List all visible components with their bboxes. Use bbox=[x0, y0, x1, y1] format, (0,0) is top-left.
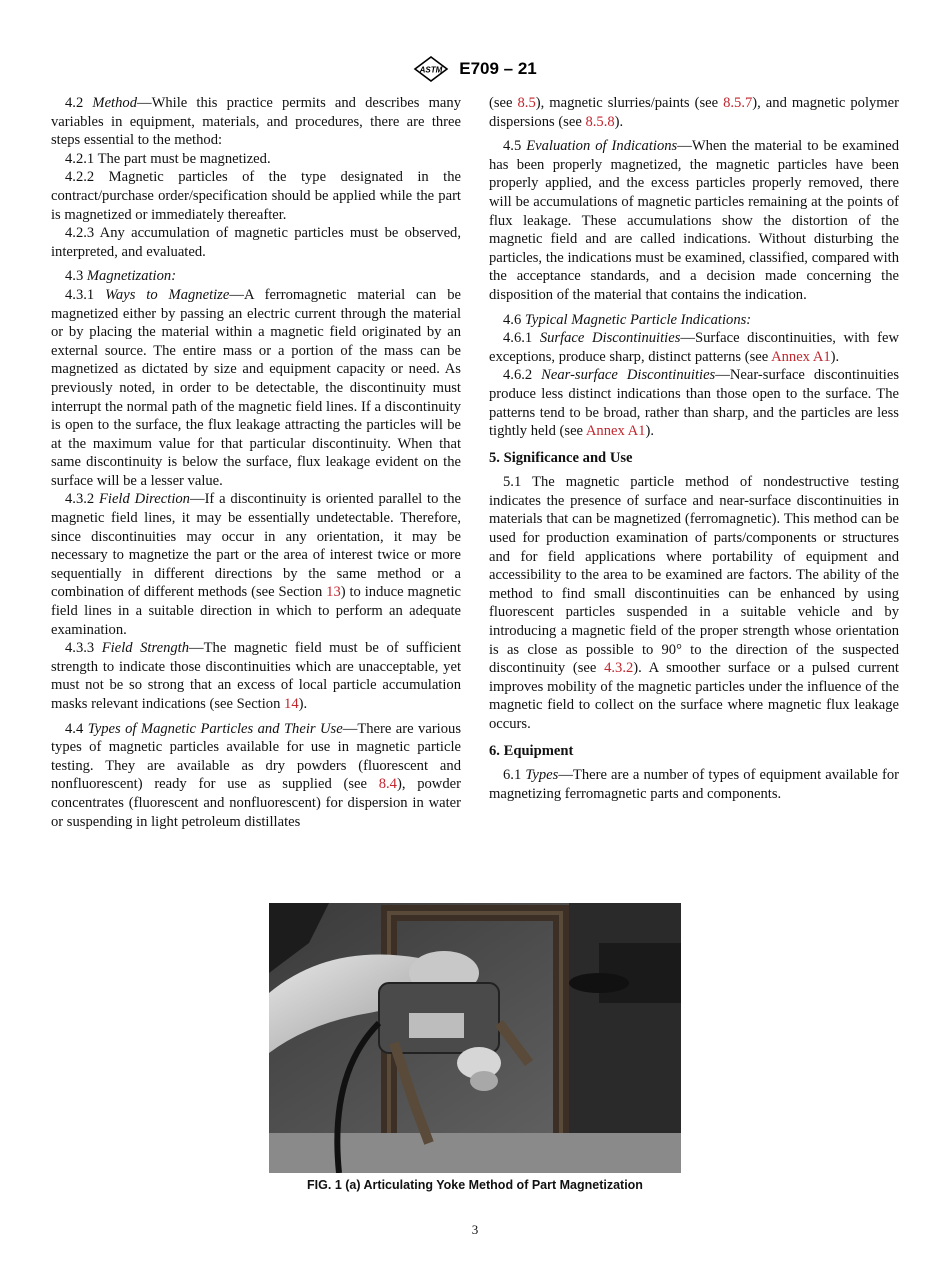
section-6-heading: 6. Equipment bbox=[489, 742, 574, 759]
figure-caption: FIG. 1 (a) Articulating Yoke Method of Part Magnetization bbox=[307, 1178, 643, 1192]
para-4-6-2: 4.6.2 Near-surface Discontinuities—Near-surface discontinuities produce less distinct indications than those open to the surface. The patterns tend to be broad, rather than sharp, and the particles are less tightly held (see Annex A1). bbox=[489, 367, 900, 440]
link-annex-a1[interactable]: Annex A1 bbox=[771, 348, 831, 365]
section-5-heading: 5. Significance and Use bbox=[489, 449, 633, 466]
right-column bbox=[489, 94, 899, 803]
page-header bbox=[0, 56, 950, 82]
link-annex-a1-2[interactable]: Annex A1 bbox=[585, 423, 646, 440]
designation: E709 – 21 bbox=[459, 59, 537, 78]
para-4-3-2: 4.3.2 Field Direction—If a discontinuity is oriented parallel to the magnetic field lines, it may be essentially undetectable. Therefore, since discontinuities may occur in any orientation, it may be necessary to magnetize the part or the area of interest twice or more sequentially in different directions by the same method or a combination of different methods (see Section 13) to induce magnetic field lines in a suitable direction in which to perform an adequate examination. bbox=[51, 491, 461, 638]
para-4-6: 4.6 Typical Magnetic Particle Indications: bbox=[503, 311, 752, 328]
para-4-3-1: 4.3.1 Ways to Magnetize—A ferromagnetic material can be magnetized either by passing an electric current through the material or by placing the material within a magnetic field originated by an external source. The entire mass or a portion of the mass can be magnetized as dictated by size and equipment capacity or need. As previously noted, in order to be detectable, the discontinuity must interrupt the normal path of the magnetic field lines. If a discontinuity is open to the surface, the flux leakage attracting the particles will be at the maximum value for that particular discontinuity. When that same discontinuity is below the surface, flux leakage evident on the surface will be a lesser value. bbox=[51, 286, 461, 489]
yoke-photo-illustration bbox=[269, 903, 681, 1173]
link-8-5-8[interactable]: 8.5.8 bbox=[585, 113, 615, 130]
para-4-3: 4.3 Magnetization: bbox=[65, 268, 177, 285]
para-6-1: 6.1 Types—There are a number of types of equipment available for magnetizing ferromagnetic parts and components. bbox=[489, 767, 900, 802]
link-section-13[interactable]: 13 bbox=[326, 584, 341, 601]
svg-text:ASTM: ASTM bbox=[419, 65, 443, 75]
link-8-5-7[interactable]: 8.5.7 bbox=[723, 95, 753, 111]
para-4-2-1: 4.2.1 The part must be magnetized. bbox=[65, 150, 271, 167]
para-4-5: 4.5 Evaluation of Indications—When the material to be examined has been properly magnetized, the magnetic particles have been properly applied, and the excess particles properly removed, there will be accumulations of magnetic particles remaining at the points of flux leakage. These accumulations show the distortion of the magnetic field and are called indications. Without disturbing the particles, the indications must be examined, classified, compared with the acceptance standards, and a decision made concerning the disposition of the material that contains the indication. bbox=[489, 138, 899, 303]
para-4-2-2: 4.2.2 Magnetic particles of the type designated in the contract/purchase order/specification should be applied while the part is magnetized or immediately thereafter. bbox=[51, 169, 461, 223]
para-4-2-3: 4.2.3 Any accumulation of magnetic particles must be observed, interpreted, and evaluated. bbox=[51, 225, 461, 260]
para-4-4-continued: (see 8.5), magnetic slurries/paints (see 8.5.7), and magnetic polymer dispersions (see 8.5.8). bbox=[489, 95, 899, 130]
left-column bbox=[51, 94, 461, 831]
page-number: 3 bbox=[471, 1222, 479, 1237]
para-4-4: 4.4 Types of Magnetic Particles and Their Use—There are various types of magnetic particles available for use in magnetic particle testing. They are available as dry powders (fluorescent and nonfluorescent) ready for use as supplied (see 8.4), powder concentrates (fluorescent and nonfluorescent) for dispersion in water or suspending in light petroleum distillates bbox=[51, 720, 462, 830]
astm-logo-icon bbox=[413, 56, 449, 82]
para-4-6-1: 4.6.1 Surface Discontinuities—Surface discontinuities, with few exceptions, produce sharp, distinct patterns (see Annex A1). bbox=[489, 330, 899, 365]
link-8-4[interactable]: 8.4 bbox=[378, 776, 397, 793]
figure-photo bbox=[269, 903, 681, 1173]
link-4-3-2[interactable]: 4.3.2 bbox=[604, 660, 634, 677]
link-section-14[interactable]: 14 bbox=[284, 696, 299, 712]
para-5-1: 5.1 The magnetic particle method of nondestructive testing indicates the presence of surface and near-surface discontinuities in materials that can be magnetized (ferromagnetic). This method can be used for production examination of parts/components or structures and for field applications where portability of equipment and accessibility to the area to be examined are factors. The ability of the method to find small discontinuities can be enhanced by using fluorescent particles suspended in a suitable vehicle and by introducing a magnetic field of the proper strength whose orientation is as close as possible to 90° to the direction of the suspected discontinuity (see 4.3.2). A smoother surface or a pulsed current improves mobility of the magnetic particles under the influence of the magnetic field to collect on the surface where magnetic flux leakage occurs. bbox=[489, 474, 899, 732]
para-4-2: 4.2 Method—While this practice permits and describes many variables in equipment, materials, and procedures, there are three steps essential to the method: bbox=[51, 95, 461, 149]
para-4-3-3: 4.3.3 Field Strength—The magnetic field must be of sufficient strength to indicate those discontinuities which are unacceptable, yet must not be so strong that an excess of local particle accumulation masks relevant indications (see Section 14). bbox=[51, 640, 461, 712]
link-8-5[interactable]: 8.5 bbox=[517, 95, 536, 111]
